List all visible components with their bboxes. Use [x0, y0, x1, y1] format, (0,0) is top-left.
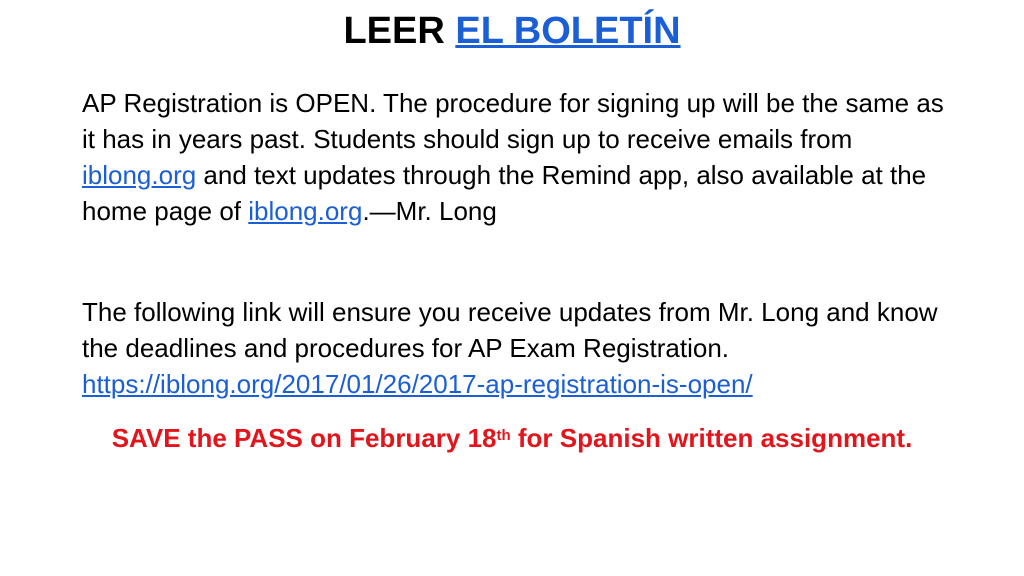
updates-paragraph	[82, 294, 962, 402]
registration-paragraph	[82, 85, 962, 229]
reminder-text-2: for Spanish written assignment.	[510, 423, 913, 453]
updates-text: The following link will ensure you receive updates from Mr. Long and know the deadlines and procedures for AP Exam Registration.	[82, 297, 938, 363]
iblong-link-1[interactable]: iblong.org	[82, 160, 197, 190]
pass-reminder	[0, 420, 1024, 456]
registration-url-link[interactable]: https://iblong.org/2017/01/26/2017-ap-registration-is-open/	[82, 369, 753, 399]
slide-title	[0, 8, 1024, 54]
registration-text-2: and text updates through the Remind app, also available at the home page of	[82, 160, 927, 226]
registration-text-3: .—Mr. Long	[362, 196, 497, 226]
reminder-text-1: SAVE the PASS on February 18	[111, 423, 497, 453]
reminder-superscript: th	[496, 427, 511, 444]
title-prefix: LEER	[343, 10, 456, 52]
registration-text-1: AP Registration is OPEN. The procedure for signing up will be the same as it has in years past. Students should sign up to receive emails from	[82, 88, 944, 154]
iblong-link-2[interactable]: iblong.org	[248, 196, 363, 226]
newsletter-link[interactable]: EL BOLETÍN	[455, 10, 681, 52]
